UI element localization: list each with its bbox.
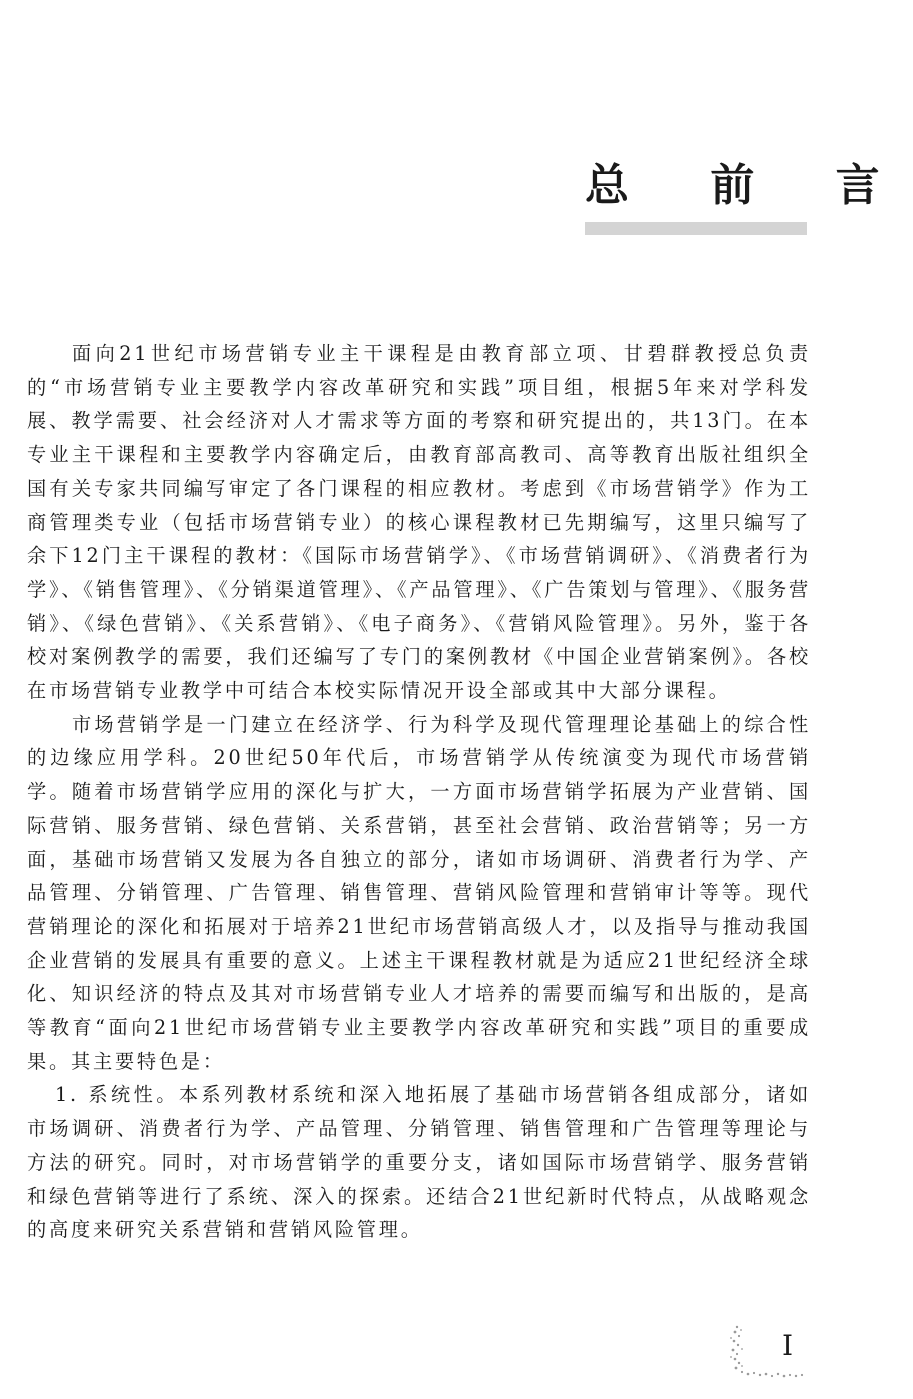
- page-title: 总 前 言: [585, 160, 913, 211]
- title-block: [585, 158, 913, 235]
- title-underline-bar: [585, 222, 807, 235]
- page-number: I: [781, 1329, 793, 1362]
- body-text: [27, 337, 811, 1247]
- page-folio: [727, 1321, 807, 1381]
- list-item: 1. 系统性。本系列教材系统和深入地拓展了基础市场营销各组成部分，诸如市场调研、消费者行为学、产品管理、分销管理、销售管理和广告管理等理论与方法的研究。同时，对市场营销学的重要分支，诸如国际市场营销学、服务营销和绿色营销等进行了系统、深入的探索。还结合21世纪新时代特点，从战略观念的高度来研究关系营销和营销风险管理。: [27, 1083, 811, 1242]
- paragraph: 市场营销学是一门建立在经济学、行为科学及现代管理理论基础上的综合性的边缘应用学科。20世纪50年代后，市场营销学从传统演变为现代市场营销学。随着市场营销学应用的深化与扩大，一方面市场营销学拓展为产业营销、国际营销、服务营销、绿色营销、关系营销，甚至社会营销、政治营销等；另一方面，基础市场营销又发展为各自独立的部分，诸如市场调研、消费者行为学、产品管理、分销管理、广告管理、销售管理、营销风险管理和营销审计等等。现代营销理论的深化和拓展对于培养21世纪市场营销高级人才，以及指导与推动我国企业营销的发展具有重要的意义。上述主干课程教材就是为适应21世纪经济全球化、知识经济的特点及其对市场营销专业人才培养的需要而编写和出版的，是高等教育“面向21世纪市场营销专业主要教学内容改革研究和实践”项目的重要成果。其主要特色是：: [27, 712, 811, 1073]
- decorative-dots-icon: [727, 1321, 807, 1381]
- paragraph: 面向21世纪市场营销专业主干课程是由教育部立项、甘碧群教授总负责的“市场营销专业主要教学内容改革研究和实践”项目组，根据5年来对学科发展、教学需要、社会经济对人才需求等方面的考察和研究提出的，共13门。在本专业主干课程和主要教学内容确定后，由教育部高教司、高等教育出版社组织全国有关专家共同编写审定了各门课程的相应教材。考虑到《市场营销学》作为工商管理类专业（包括市场营销专业）的核心课程教材已先期编写，这里只编写了余下12门主干课程的教材：《国际市场营销学》、《市场营销调研》、《消费者行为学》、《销售管理》、《分销渠道管理》、《产品管理》、《广告策划与管理》、《服务营销》、《绿色营销》、《关系营销》、《电子商务》、《营销风险管理》。另外，鉴于各校对案例教学的需要，我们还编写了专门的案例教材《中国企业营销案例》。各校在市场营销专业教学中可结合本校实际情况开设全部或其中大部分课程。: [27, 342, 811, 703]
